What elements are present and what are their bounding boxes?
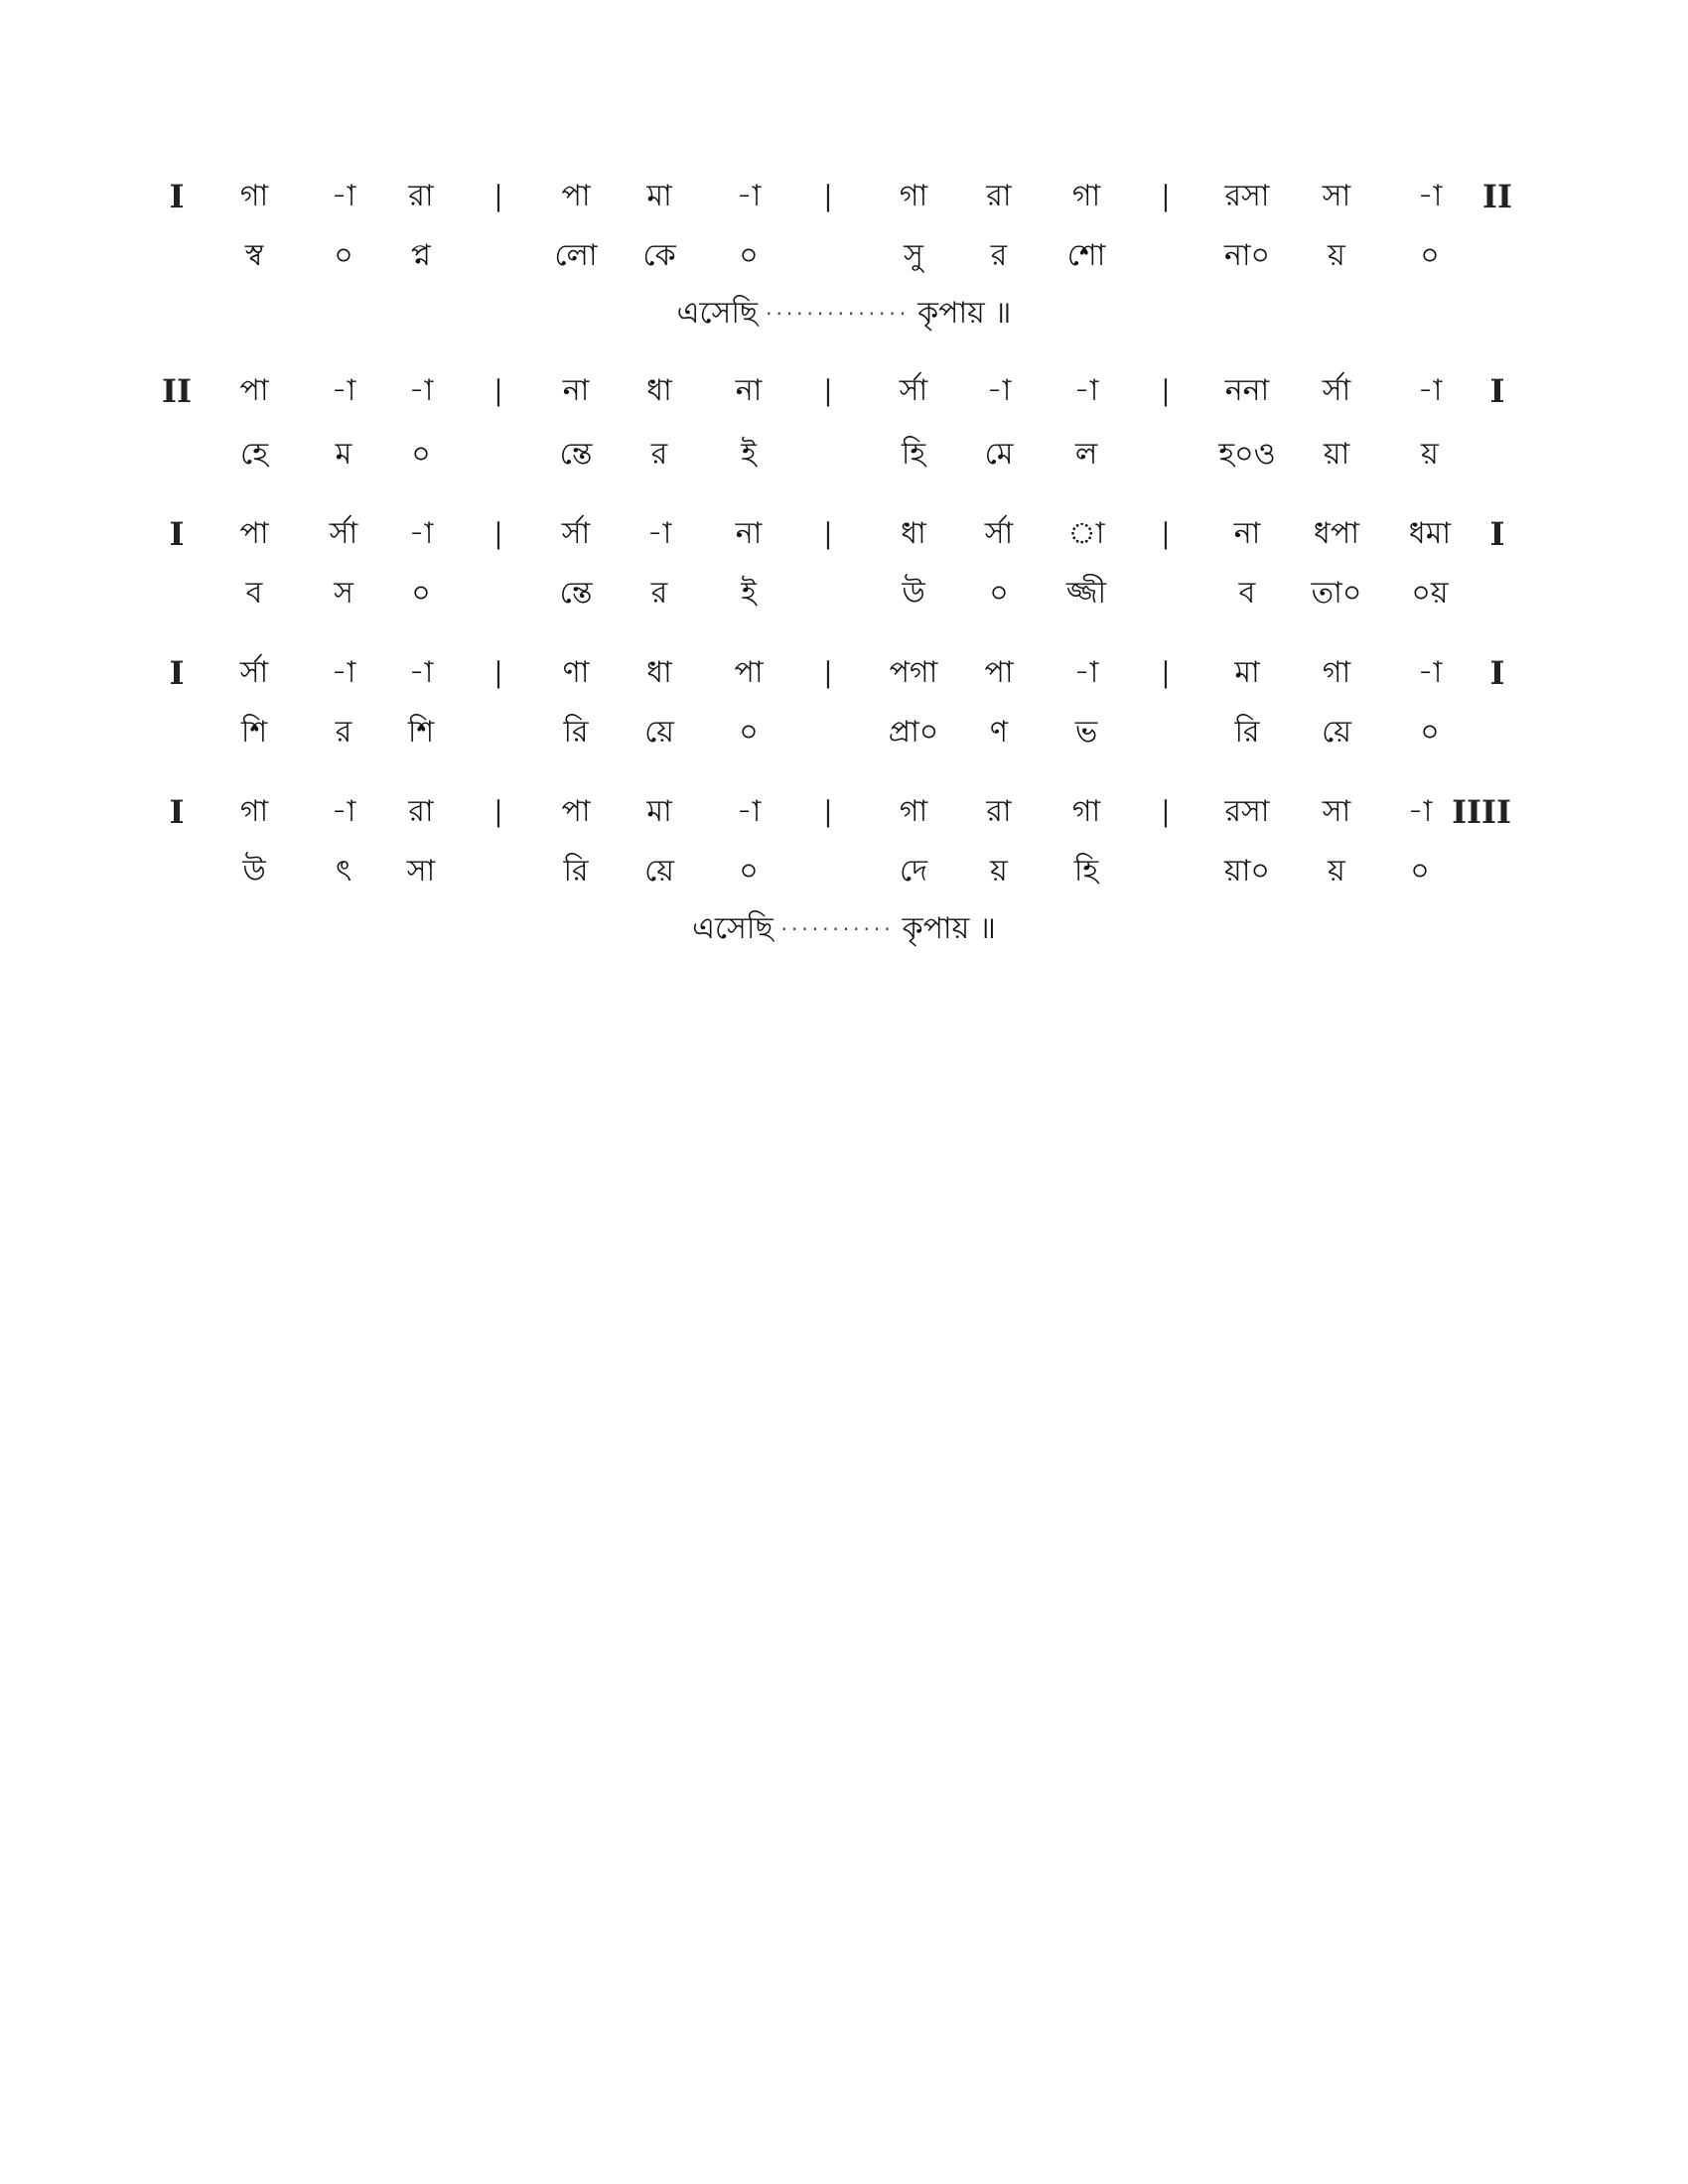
note: সা bbox=[1322, 179, 1351, 213]
note: পা bbox=[561, 794, 591, 829]
refrain-end: কৃপায় ॥ bbox=[917, 296, 1012, 331]
note: ধপা bbox=[1314, 516, 1359, 551]
syllable: ০ bbox=[411, 576, 431, 611]
syllable: য়ে bbox=[1322, 715, 1351, 750]
lyrics-row-5 bbox=[0, 850, 1688, 893]
end-barline: I bbox=[1489, 372, 1505, 410]
barline: | bbox=[493, 656, 503, 689]
syllable: ভ bbox=[1074, 715, 1098, 750]
syllable: ন্তে bbox=[559, 437, 593, 472]
barline: | bbox=[1161, 180, 1171, 212]
syllable: র bbox=[650, 437, 668, 472]
syllable: য় bbox=[990, 854, 1008, 888]
notes-row-5 bbox=[0, 790, 1688, 834]
note: মা bbox=[1234, 655, 1260, 690]
note: রসা bbox=[1224, 794, 1270, 829]
refrain-line bbox=[0, 292, 1688, 336]
note: ধা bbox=[646, 655, 672, 690]
barline: | bbox=[493, 517, 503, 550]
note: ধমা bbox=[1408, 516, 1452, 551]
syllable: য় bbox=[1421, 437, 1439, 472]
note: গা bbox=[1071, 179, 1101, 213]
note: -া bbox=[408, 373, 434, 408]
note: মা bbox=[646, 794, 672, 829]
note: গা bbox=[239, 794, 269, 829]
end-barline: IIII bbox=[1452, 793, 1511, 831]
notes-row-2 bbox=[0, 369, 1688, 413]
note: পা bbox=[239, 516, 269, 551]
syllable: শি bbox=[407, 715, 435, 750]
syllable: স bbox=[334, 576, 353, 611]
note: গা bbox=[1322, 655, 1351, 690]
note: র্সা bbox=[329, 516, 358, 551]
note: রা bbox=[986, 179, 1012, 213]
note: গা bbox=[239, 179, 269, 213]
syllable: রি bbox=[563, 715, 589, 750]
note: -া bbox=[331, 373, 356, 408]
syllable: ০ bbox=[411, 437, 431, 472]
barline: | bbox=[493, 374, 503, 407]
syllable: ল bbox=[1074, 437, 1098, 472]
note: মা bbox=[646, 179, 672, 213]
barline: | bbox=[493, 180, 503, 212]
notes-row-3 bbox=[0, 512, 1688, 556]
notes-row-1 bbox=[0, 175, 1688, 218]
refrain-start: এসেছি bbox=[676, 296, 759, 331]
barline: | bbox=[493, 795, 503, 828]
note: -া bbox=[1417, 655, 1443, 690]
syllable: য়ে bbox=[644, 854, 674, 888]
note: পা bbox=[561, 179, 591, 213]
note: ণা bbox=[562, 655, 590, 690]
syllable: য়ে bbox=[644, 715, 674, 750]
syllable: স্ব bbox=[244, 238, 264, 273]
syllable: জ্জী bbox=[1065, 576, 1107, 611]
syllable: না০ bbox=[1223, 238, 1271, 273]
syllable: মে bbox=[984, 437, 1014, 472]
syllable: রি bbox=[1234, 715, 1260, 750]
barline: | bbox=[823, 656, 833, 689]
lead-barline: I bbox=[169, 793, 185, 831]
syllable: ০ bbox=[739, 715, 759, 750]
note: র্সা bbox=[899, 373, 928, 408]
syllable: শি bbox=[240, 715, 268, 750]
lead-barline: I bbox=[169, 178, 185, 215]
note: ধা bbox=[901, 516, 926, 551]
syllable: ০ bbox=[1420, 715, 1440, 750]
note: না bbox=[735, 516, 763, 551]
note: পগা bbox=[889, 655, 938, 690]
lyrics-row-3 bbox=[0, 572, 1688, 615]
note: সা bbox=[1322, 794, 1351, 829]
syllable: ব bbox=[245, 576, 263, 611]
syllable: সু bbox=[904, 238, 923, 273]
syllable: ৎ bbox=[335, 854, 352, 888]
barline: | bbox=[1161, 795, 1171, 828]
barline: | bbox=[823, 374, 833, 407]
syllable: ম bbox=[335, 437, 352, 472]
note: -া bbox=[331, 179, 356, 213]
end-barline: II bbox=[1482, 178, 1512, 215]
syllable: ০ bbox=[739, 238, 759, 273]
note: ধা bbox=[646, 373, 672, 408]
lead-barline: I bbox=[169, 515, 185, 553]
syllable: উ bbox=[242, 854, 266, 888]
syllable: তা০ bbox=[1311, 576, 1362, 611]
note: রা bbox=[408, 179, 434, 213]
syllable: ০ bbox=[1410, 854, 1430, 888]
lead-barline: II bbox=[162, 372, 192, 410]
syllable: প্ন bbox=[411, 238, 431, 273]
note: -া bbox=[1073, 655, 1099, 690]
syllable: ণ bbox=[989, 715, 1009, 750]
note: গা bbox=[899, 794, 928, 829]
syllable: য়া bbox=[1323, 437, 1350, 472]
syllable: র bbox=[650, 576, 668, 611]
barline: | bbox=[1161, 656, 1171, 689]
note: -া bbox=[331, 794, 356, 829]
note: -া bbox=[331, 655, 356, 690]
refrain-line-final bbox=[0, 907, 1688, 951]
barline: | bbox=[823, 180, 833, 212]
note: -া bbox=[1073, 373, 1099, 408]
note: -া bbox=[986, 373, 1012, 408]
syllable: সা bbox=[406, 854, 436, 888]
syllable: হে bbox=[240, 437, 268, 472]
note: গা bbox=[899, 179, 928, 213]
note: -া bbox=[408, 516, 434, 551]
note: গা bbox=[1071, 794, 1101, 829]
syllable: হ০ও bbox=[1218, 437, 1276, 472]
syllable: ০ bbox=[1420, 238, 1440, 273]
note: র্সা bbox=[561, 516, 591, 551]
note: র্সা bbox=[239, 655, 269, 690]
note: -া bbox=[646, 516, 672, 551]
barline: | bbox=[1161, 374, 1171, 407]
note: -া bbox=[1407, 794, 1433, 829]
lyrics-row-4 bbox=[0, 711, 1688, 754]
syllable: প্রা০ bbox=[888, 715, 939, 750]
barline: | bbox=[823, 795, 833, 828]
refrain-end: কৃপায় ॥ bbox=[902, 911, 996, 946]
note: -া bbox=[1417, 179, 1443, 213]
syllable: ০য় bbox=[1411, 576, 1449, 611]
syllable: ০ bbox=[739, 854, 759, 888]
note: -া bbox=[1417, 373, 1443, 408]
syllable: ন্তে bbox=[559, 576, 593, 611]
notes-row-4 bbox=[0, 651, 1688, 695]
syllable: ০ bbox=[334, 238, 353, 273]
refrain-start: এসেছি bbox=[692, 911, 774, 946]
syllable: শো bbox=[1066, 238, 1106, 273]
syllable: র bbox=[990, 238, 1008, 273]
note: পা bbox=[734, 655, 764, 690]
syllable: দে bbox=[900, 854, 927, 888]
syllable: ০ bbox=[989, 576, 1009, 611]
barline: | bbox=[823, 517, 833, 550]
note: না bbox=[1233, 516, 1261, 551]
end-barline: I bbox=[1489, 515, 1505, 553]
syllable: হি bbox=[1073, 854, 1099, 888]
note: না bbox=[735, 373, 763, 408]
syllable: ব bbox=[1238, 576, 1256, 611]
syllable: হি bbox=[901, 437, 926, 472]
syllable: ই bbox=[741, 576, 757, 611]
syllable: র bbox=[335, 715, 352, 750]
note: র্সা bbox=[1322, 373, 1351, 408]
note: -া bbox=[736, 179, 762, 213]
syllable: লো bbox=[554, 238, 598, 273]
note: পা bbox=[984, 655, 1014, 690]
end-barline: I bbox=[1489, 654, 1505, 692]
syllable: উ bbox=[902, 576, 925, 611]
note: না bbox=[562, 373, 590, 408]
lyrics-row-2 bbox=[0, 433, 1688, 477]
note: পা bbox=[239, 373, 269, 408]
note: রা bbox=[986, 794, 1012, 829]
note: ননা bbox=[1224, 373, 1270, 408]
syllable: ই bbox=[741, 437, 757, 472]
barline: | bbox=[1161, 517, 1171, 550]
syllable: য় bbox=[1328, 238, 1345, 273]
syllable: রি bbox=[563, 854, 589, 888]
syllable: য়া০ bbox=[1224, 854, 1270, 888]
note: র্সা bbox=[984, 516, 1014, 551]
lyrics-row-1 bbox=[0, 234, 1688, 278]
note: রা bbox=[408, 794, 434, 829]
refrain-dots: ··········· bbox=[780, 917, 895, 941]
note: রসা bbox=[1224, 179, 1270, 213]
syllable: কে bbox=[642, 238, 676, 273]
refrain-dots: ·············· bbox=[766, 302, 911, 326]
note: -া bbox=[408, 655, 434, 690]
note: -া bbox=[736, 794, 762, 829]
lead-barline: I bbox=[169, 654, 185, 692]
note: া bbox=[1067, 516, 1105, 551]
syllable: য় bbox=[1328, 854, 1345, 888]
